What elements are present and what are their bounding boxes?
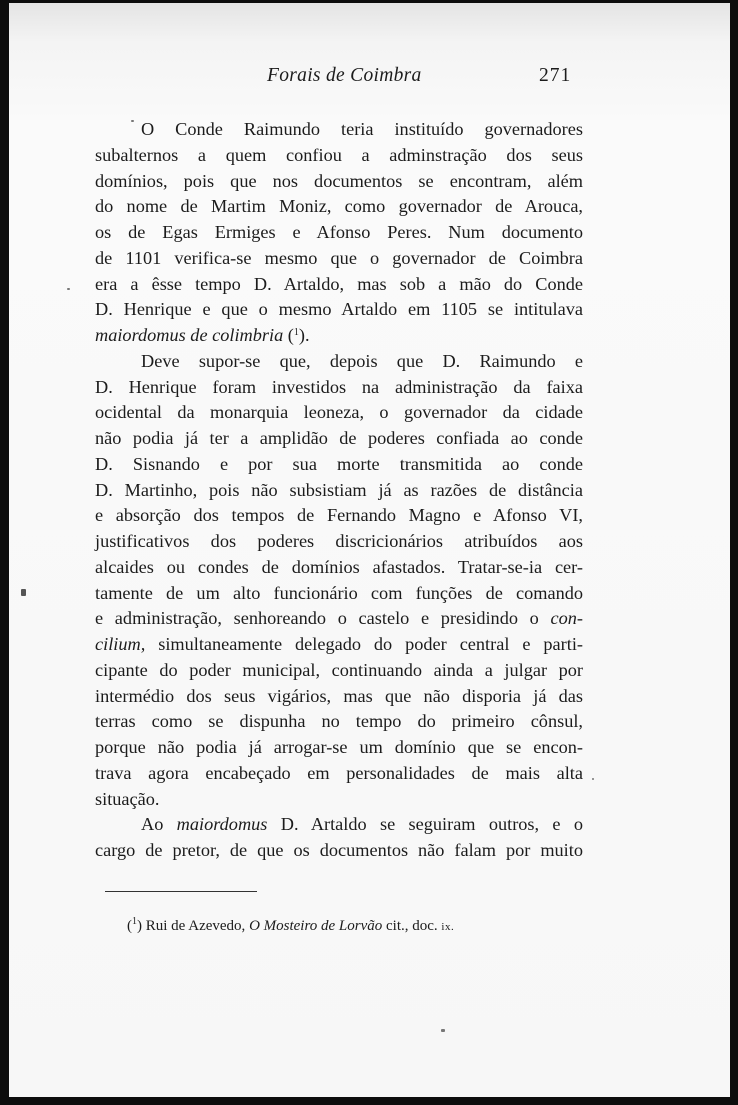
footnote-ref-close: ).	[298, 325, 310, 345]
text-line: cipante do poder municipal, continuando ainda a julgar por	[95, 659, 583, 680]
text-line: tamente de um alto funcionário com funções de comando	[95, 582, 583, 603]
text-line: terras como se dispunha no tempo do primeiro cônsul,	[95, 711, 583, 732]
scan-speck	[131, 120, 134, 122]
text-segment: Ao	[141, 814, 177, 835]
body-text	[95, 117, 583, 864]
text-line: subalternos a quem confiou a adminstração dos seus	[95, 144, 583, 165]
text-line: alcaides ou condes de domínios afastados. Tratar-se-ia cer-	[95, 556, 583, 577]
text-line: os de Egas Ermiges e Afonso Peres. Num documento	[95, 222, 583, 242]
page-number: 271	[539, 65, 572, 86]
text-line: era a êsse tempo D. Artaldo, mas sob a mão do Conde	[95, 273, 583, 294]
footnote-ref-number: 1	[293, 327, 299, 338]
text-line: situação.	[95, 788, 160, 809]
footnote-title: O Mosteiro de Lorvão	[249, 918, 383, 934]
text-line: ocidental da monarquia leoneza, o governador da cidade	[95, 402, 583, 423]
footnote-marker-open: (	[127, 918, 132, 934]
text-line: do nome de Martim Moniz, como governador de Arouca,	[95, 196, 583, 217]
scan-speck	[67, 288, 70, 290]
text-line: D. Martinho, pois não subsistiam já as razões de distância	[95, 479, 583, 500]
footnote	[127, 918, 454, 935]
text-segment: e administração, senhoreando o castelo e presidindo o	[95, 608, 551, 629]
footnote-rule	[105, 891, 257, 892]
footnote-doc-number: ix.	[441, 921, 455, 933]
scan-speck	[592, 778, 594, 780]
text-line	[95, 632, 583, 658]
scan-speck	[441, 1029, 445, 1032]
footnote-cit: cit., doc.	[382, 918, 442, 934]
text-line	[95, 812, 583, 838]
text-segment: D. Artaldo se seguiram outros, e o	[267, 814, 583, 835]
text-line: porque não podia já arrogar-se um domínio que se encon-	[95, 737, 583, 757]
text-line: D. Sisnando e por sua morte transmitida ao conde	[95, 453, 583, 474]
text-line	[95, 323, 583, 349]
text-line: D. Henrique foram investidos na administração da faixa	[95, 376, 583, 397]
text-line: cargo de pretor, de que os documentos não falam por muito	[95, 840, 583, 860]
text-line	[95, 606, 583, 632]
footnote-marker-number: 1	[132, 916, 137, 927]
italic-phrase: con-	[550, 608, 583, 629]
footnote-author: Rui de Azevedo,	[145, 918, 250, 934]
text-line: intermédio dos seus vigários, mas que não disporia já das	[95, 685, 583, 706]
text-line: Deve supor-se que, depois que D. Raimundo e	[141, 350, 583, 371]
italic-phrase: cilium,	[95, 634, 146, 654]
text-line: domínios, pois que nos documentos se encontram, além	[95, 170, 583, 191]
text-line: justificativos dos poderes discricionários atribuídos aos	[95, 531, 583, 551]
text-line: trava agora encabeçado em personalidades de mais alta	[95, 762, 583, 783]
scan-speck	[21, 589, 26, 596]
running-head: Forais de Coimbra	[267, 65, 422, 86]
text-line: O Conde Raimundo teria instituído governadores	[141, 119, 583, 139]
italic-phrase: maiordomus de colimbria	[95, 325, 284, 345]
text-line: e absorção dos tempos de Fernando Magno e Afonso VI,	[95, 505, 583, 526]
text-line: D. Henrique e que o mesmo Artaldo em 1105 se intitulava	[95, 299, 583, 320]
text-line: não podia já ter a amplidão de poderes confiada ao conde	[95, 428, 583, 448]
footnote-marker-close: )	[137, 918, 146, 934]
italic-phrase: maiordomus	[176, 814, 268, 835]
text-segment: simultaneamente delegado do poder central e parti-	[145, 634, 583, 654]
footnote-ref-open: (	[283, 325, 294, 345]
text-line: de 1101 verifica-se mesmo que o governador de Coimbra	[95, 247, 583, 268]
